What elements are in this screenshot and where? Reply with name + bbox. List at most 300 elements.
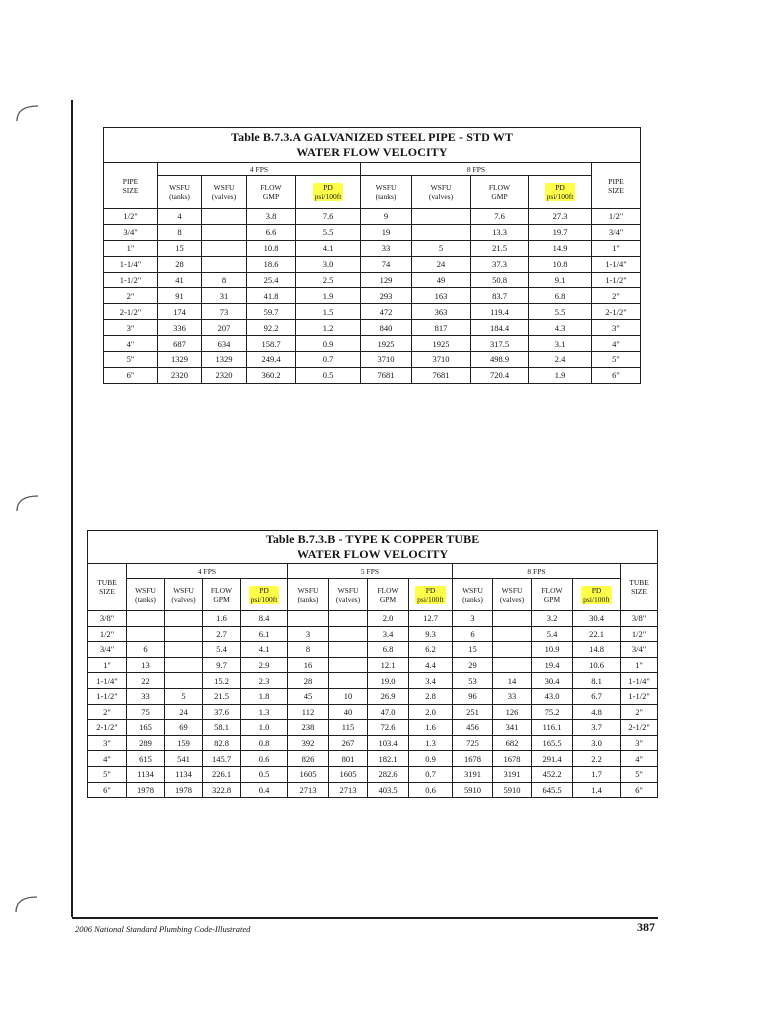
value-cell: 645.5: [532, 782, 573, 798]
value-cell: 0.6: [241, 751, 288, 767]
value-cell: 4.4: [409, 657, 453, 673]
value-cell: 317.5: [471, 336, 529, 352]
column-header-line: (valves): [499, 594, 525, 604]
value-cell: [127, 611, 165, 627]
copper-tube-table: [87, 530, 658, 798]
size-cell: 1/2": [104, 209, 158, 225]
value-cell: 5.4: [532, 626, 573, 642]
value-cell: 7.6: [296, 209, 361, 225]
size-cell: 3/4": [621, 642, 658, 658]
column-header-line: WSFU: [213, 183, 235, 192]
value-cell: 103.4: [368, 735, 409, 751]
value-cell: 2.8: [409, 688, 453, 704]
size-header-line: TUBE: [629, 578, 649, 587]
size-cell: 2-1/2": [592, 304, 641, 320]
value-cell: 25.4: [247, 272, 296, 288]
value-cell: 0.5: [241, 766, 288, 782]
value-cell: 3.1: [529, 336, 592, 352]
value-cell: 1.4: [573, 782, 621, 798]
column-header-line: (tanks): [297, 594, 319, 604]
value-cell: 2713: [288, 782, 329, 798]
value-cell: 0.8: [241, 735, 288, 751]
value-cell: 33: [127, 688, 165, 704]
value-cell: 28: [288, 673, 329, 689]
table-title-line: Table B.7.3.A GALVANIZED STEEL PIPE - STD WT: [231, 130, 513, 144]
column-header-line: WSFU: [169, 183, 190, 192]
column-header: [288, 579, 329, 611]
value-cell: 33: [493, 688, 532, 704]
column-header-line: FLOW: [488, 183, 511, 192]
table-title: [88, 531, 658, 564]
value-cell: 8: [288, 642, 329, 658]
size-cell: 2": [592, 288, 641, 304]
value-cell: 37.6: [203, 704, 241, 720]
value-cell: 0.9: [296, 336, 361, 352]
column-header-row: [88, 579, 658, 611]
size-cell: 2-1/2": [88, 720, 127, 736]
value-cell: 165: [127, 720, 165, 736]
value-cell: 9: [361, 209, 412, 225]
size-cell: 1": [592, 240, 641, 256]
column-header-line: WSFU: [135, 585, 156, 595]
column-header-line: (valves): [211, 192, 237, 201]
velocity-group-header: 5 FPS: [288, 564, 453, 579]
value-cell: 2.4: [529, 352, 592, 368]
value-cell: 238: [288, 720, 329, 736]
column-header-line: PD: [425, 585, 436, 595]
table-row: [104, 336, 641, 352]
column-header-line: (tanks): [375, 192, 397, 201]
value-cell: 37.3: [471, 256, 529, 272]
value-cell: 291.4: [532, 751, 573, 767]
value-cell: 12.7: [409, 611, 453, 627]
value-cell: [127, 626, 165, 642]
value-cell: 8: [158, 224, 202, 240]
value-cell: 0.4: [241, 782, 288, 798]
value-cell: 59.7: [247, 304, 296, 320]
size-header-line: SIZE: [631, 587, 648, 596]
table-row: [104, 367, 641, 383]
value-cell: 3: [288, 626, 329, 642]
value-cell: 145.7: [203, 751, 241, 767]
value-cell: 158.7: [247, 336, 296, 352]
value-cell: 4.1: [241, 642, 288, 658]
table-row: [104, 224, 641, 240]
value-cell: 112: [288, 704, 329, 720]
table-row: [104, 304, 641, 320]
value-cell: [202, 240, 247, 256]
value-cell: 392: [288, 735, 329, 751]
table-row: [104, 272, 641, 288]
value-cell: 1.5: [296, 304, 361, 320]
column-header-line: FLOW: [260, 183, 282, 192]
value-cell: 91: [158, 288, 202, 304]
value-cell: 28: [158, 256, 202, 272]
value-cell: 1329: [158, 352, 202, 368]
table-row: [104, 240, 641, 256]
size-cell: 4": [592, 336, 641, 352]
column-header-line: FLOW: [541, 585, 563, 595]
value-cell: 1.6: [409, 720, 453, 736]
value-cell: 282.6: [368, 766, 409, 782]
value-cell: 1605: [288, 766, 329, 782]
value-cell: 74: [361, 256, 412, 272]
value-cell: 5910: [453, 782, 493, 798]
size-header-right: [592, 163, 641, 209]
value-cell: 129: [361, 272, 412, 288]
value-cell: 19: [361, 224, 412, 240]
velocity-group-header: 8 FPS: [361, 163, 592, 176]
column-header: [127, 579, 165, 611]
value-cell: 10.8: [247, 240, 296, 256]
table-row: [104, 256, 641, 272]
column-header: [329, 579, 368, 611]
column-header-line: GPM: [543, 594, 561, 604]
value-cell: 30.4: [532, 673, 573, 689]
left-margin-rule: [71, 100, 73, 917]
value-cell: [202, 224, 247, 240]
value-cell: 9.1: [529, 272, 592, 288]
value-cell: 2320: [202, 367, 247, 383]
size-header-line: SIZE: [122, 185, 139, 195]
velocity-group-row: [104, 163, 641, 176]
table-row: [104, 288, 641, 304]
size-cell: 5": [104, 352, 158, 368]
size-header-line: PIPE: [608, 176, 624, 186]
value-cell: 50.8: [471, 272, 529, 288]
value-cell: 1.2: [296, 320, 361, 336]
column-header-line: PD: [259, 585, 269, 595]
value-cell: 73: [202, 304, 247, 320]
value-cell: 7681: [361, 367, 412, 383]
column-header-row: [104, 176, 641, 209]
value-cell: 2.9: [241, 657, 288, 673]
value-cell: 75: [127, 704, 165, 720]
column-header: [202, 176, 247, 209]
value-cell: 720.4: [471, 367, 529, 383]
value-cell: 7681: [412, 367, 471, 383]
size-cell: 4": [104, 336, 158, 352]
size-cell: 1-1/4": [104, 256, 158, 272]
value-cell: 27.3: [529, 209, 592, 225]
footer-book-title: 2006 National Standard Plumbing Code-Illustrated: [75, 924, 251, 934]
value-cell: 1.8: [241, 688, 288, 704]
value-cell: 2.0: [368, 611, 409, 627]
value-cell: 1678: [493, 751, 532, 767]
value-cell: 2320: [158, 367, 202, 383]
value-cell: 5: [165, 688, 203, 704]
value-cell: 1605: [329, 766, 368, 782]
value-cell: 3.0: [296, 256, 361, 272]
size-cell: 1-1/4": [88, 673, 127, 689]
value-cell: 267: [329, 735, 368, 751]
value-cell: 1.3: [409, 735, 453, 751]
value-cell: 3191: [493, 766, 532, 782]
column-header: [409, 579, 453, 611]
value-cell: 1134: [165, 766, 203, 782]
column-header: [412, 176, 471, 209]
column-header-line: FLOW: [210, 585, 233, 595]
value-cell: 2.0: [409, 704, 453, 720]
value-cell: 174: [158, 304, 202, 320]
value-cell: [412, 224, 471, 240]
value-cell: 322.8: [203, 782, 241, 798]
size-cell: 3/4": [592, 224, 641, 240]
value-cell: 30.4: [573, 611, 621, 627]
value-cell: 116.1: [532, 720, 573, 736]
value-cell: 472: [361, 304, 412, 320]
value-cell: 92.2: [247, 320, 296, 336]
value-cell: 2.3: [241, 673, 288, 689]
value-cell: 5.4: [203, 642, 241, 658]
value-cell: 826: [288, 751, 329, 767]
column-header-line: WSFU: [501, 585, 523, 595]
value-cell: [202, 209, 247, 225]
value-cell: 163: [412, 288, 471, 304]
size-header-left: [88, 564, 127, 611]
table-row: [88, 751, 658, 767]
value-cell: 0.6: [409, 782, 453, 798]
value-cell: 1.3: [241, 704, 288, 720]
size-cell: 1/2": [621, 626, 658, 642]
size-cell: 2-1/2": [104, 304, 158, 320]
column-header-line: GPM: [379, 594, 397, 604]
value-cell: 15: [453, 642, 493, 658]
size-cell: 1/2": [88, 626, 127, 642]
value-cell: [202, 256, 247, 272]
table-row: [88, 673, 658, 689]
value-cell: 83.7: [471, 288, 529, 304]
column-header: [241, 579, 288, 611]
value-cell: 16: [288, 657, 329, 673]
value-cell: 452.2: [532, 766, 573, 782]
highlighter-mark: [415, 586, 446, 604]
table-row: [88, 657, 658, 673]
value-cell: 96: [453, 688, 493, 704]
value-cell: [329, 626, 368, 642]
column-header-line: (valves): [428, 192, 454, 201]
size-cell: 6": [104, 367, 158, 383]
value-cell: 1925: [361, 336, 412, 352]
value-cell: 19.7: [529, 224, 592, 240]
punch-hole-mark: [14, 102, 40, 122]
column-header-line: psi/100ft: [250, 594, 278, 604]
value-cell: 115: [329, 720, 368, 736]
column-header: [532, 579, 573, 611]
value-cell: 12.1: [368, 657, 409, 673]
column-header-line: (valves): [171, 594, 196, 604]
value-cell: 3: [453, 611, 493, 627]
value-cell: 840: [361, 320, 412, 336]
value-cell: 0.7: [409, 766, 453, 782]
size-cell: 3/4": [88, 642, 127, 658]
value-cell: [412, 209, 471, 225]
punch-hole-mark: [14, 492, 40, 512]
title-row: [88, 531, 658, 564]
value-cell: 2.5: [296, 272, 361, 288]
table-title-line: Table B.7.3.B - TYPE K COPPER TUBE: [265, 532, 480, 546]
size-cell: 3/8": [621, 611, 658, 627]
value-cell: [165, 611, 203, 627]
value-cell: 3.4: [368, 626, 409, 642]
table-row: [88, 782, 658, 798]
value-cell: 29: [453, 657, 493, 673]
value-cell: [165, 642, 203, 658]
value-cell: 119.4: [471, 304, 529, 320]
value-cell: 2.7: [203, 626, 241, 642]
column-header-line: FLOW: [377, 585, 399, 595]
value-cell: 0.9: [409, 751, 453, 767]
column-header: [471, 176, 529, 209]
table-title-line: WATER FLOW VELOCITY: [296, 145, 448, 159]
value-cell: 21.5: [203, 688, 241, 704]
value-cell: 5: [412, 240, 471, 256]
value-cell: 7.6: [471, 209, 529, 225]
value-cell: 9.3: [409, 626, 453, 642]
value-cell: 207: [202, 320, 247, 336]
size-cell: 4": [88, 751, 127, 767]
size-cell: 4": [621, 751, 658, 767]
value-cell: 24: [412, 256, 471, 272]
value-cell: 41: [158, 272, 202, 288]
value-cell: 6.7: [573, 688, 621, 704]
column-header-line: GMP: [262, 192, 280, 201]
value-cell: 226.1: [203, 766, 241, 782]
value-cell: [493, 626, 532, 642]
value-cell: 8: [202, 272, 247, 288]
value-cell: 58.1: [203, 720, 241, 736]
value-cell: 1.7: [573, 766, 621, 782]
table-row: [88, 766, 658, 782]
value-cell: 0.5: [296, 367, 361, 383]
value-cell: 13: [127, 657, 165, 673]
value-cell: 6.2: [409, 642, 453, 658]
value-cell: 0.7: [296, 352, 361, 368]
size-cell: 1/2": [592, 209, 641, 225]
value-cell: 69: [165, 720, 203, 736]
value-cell: 3.2: [532, 611, 573, 627]
value-cell: 15: [158, 240, 202, 256]
table-body: [88, 531, 658, 798]
value-cell: 22.1: [573, 626, 621, 642]
value-cell: 13.3: [471, 224, 529, 240]
size-cell: 1": [88, 657, 127, 673]
table-row: [88, 626, 658, 642]
value-cell: 801: [329, 751, 368, 767]
size-header-line: SIZE: [99, 587, 115, 596]
value-cell: 2.2: [573, 751, 621, 767]
table-title: [104, 128, 641, 163]
value-cell: 47.0: [368, 704, 409, 720]
size-header-line: TUBE: [97, 578, 117, 587]
value-cell: 33: [361, 240, 412, 256]
size-cell: 1": [104, 240, 158, 256]
value-cell: 22: [127, 673, 165, 689]
value-cell: 53: [453, 673, 493, 689]
column-header-line: WSFU: [297, 585, 319, 595]
value-cell: 456: [453, 720, 493, 736]
value-cell: 3710: [412, 352, 471, 368]
value-cell: 82.8: [203, 735, 241, 751]
value-cell: [288, 611, 329, 627]
punch-hole-mark: [13, 893, 39, 913]
table-row: [104, 320, 641, 336]
size-cell: 3": [592, 320, 641, 336]
value-cell: 4.8: [573, 704, 621, 720]
value-cell: 6: [453, 626, 493, 642]
value-cell: 3.7: [573, 720, 621, 736]
value-cell: 4.1: [296, 240, 361, 256]
value-cell: 3.0: [573, 735, 621, 751]
value-cell: 725: [453, 735, 493, 751]
column-header-line: PD: [555, 183, 565, 192]
table-row: [88, 704, 658, 720]
value-cell: 1978: [127, 782, 165, 798]
table-row: [88, 720, 658, 736]
value-cell: 184.4: [471, 320, 529, 336]
value-cell: 5910: [493, 782, 532, 798]
value-cell: [329, 657, 368, 673]
table-row: [88, 735, 658, 751]
column-header: [203, 579, 241, 611]
value-cell: [329, 611, 368, 627]
value-cell: 8.4: [241, 611, 288, 627]
value-cell: [165, 626, 203, 642]
size-cell: 2-1/2": [621, 720, 658, 736]
value-cell: [165, 673, 203, 689]
value-cell: 72.6: [368, 720, 409, 736]
value-cell: 31: [202, 288, 247, 304]
value-cell: 341: [493, 720, 532, 736]
value-cell: 293: [361, 288, 412, 304]
size-header-line: PIPE: [122, 176, 139, 186]
value-cell: 336: [158, 320, 202, 336]
size-cell: 2": [88, 704, 127, 720]
size-cell: 1-1/2": [104, 272, 158, 288]
column-header: [493, 579, 532, 611]
velocity-group-header: 4 FPS: [158, 163, 361, 176]
highlighter-mark: [249, 586, 280, 604]
column-header-line: WSFU: [173, 585, 194, 595]
size-cell: 1": [621, 657, 658, 673]
value-cell: 14.8: [573, 642, 621, 658]
value-cell: 251: [453, 704, 493, 720]
velocity-group-row: [88, 564, 658, 579]
value-cell: 541: [165, 751, 203, 767]
value-cell: 75.2: [532, 704, 573, 720]
size-cell: 3": [621, 735, 658, 751]
value-cell: 14: [493, 673, 532, 689]
value-cell: 687: [158, 336, 202, 352]
value-cell: 403.5: [368, 782, 409, 798]
column-header: [158, 176, 202, 209]
value-cell: 1134: [127, 766, 165, 782]
value-cell: 43.0: [532, 688, 573, 704]
highlighter-mark: [313, 183, 344, 201]
size-cell: 2": [621, 704, 658, 720]
velocity-group-header: 4 FPS: [127, 564, 288, 579]
value-cell: 10.6: [573, 657, 621, 673]
size-cell: 1-1/2": [88, 688, 127, 704]
value-cell: [493, 642, 532, 658]
value-cell: 49: [412, 272, 471, 288]
value-cell: 682: [493, 735, 532, 751]
size-cell: 1-1/2": [592, 272, 641, 288]
size-cell: 3": [104, 320, 158, 336]
table-row: [104, 209, 641, 225]
value-cell: 3.8: [247, 209, 296, 225]
value-cell: 26.9: [368, 688, 409, 704]
